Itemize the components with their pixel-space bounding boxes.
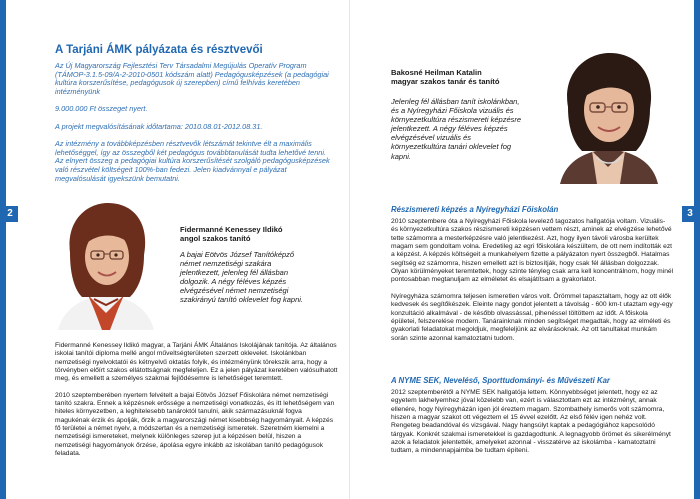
intro-paragraph: 9.000.000 Ft összeget nyert.	[55, 104, 148, 114]
portrait-bakosne	[548, 47, 669, 184]
left-body-text	[55, 342, 338, 466]
page-gutter	[349, 0, 350, 499]
intro-paragraph: Az Új Magyarország Fejlesztési Terv Társadalmi Megújulás Operatív Program (TÁMOP-3.1.5-09/A-2-2010-0501 kódszám alatt) Pedagógusképzések (a pedagógiai kultúra korszerűsítése, pedagógusok új szerepben) című felhívás keretében intézményünk	[55, 61, 329, 97]
left-edge-bar	[0, 0, 6, 499]
bio-name-fidermanne	[180, 225, 340, 243]
bio-name-line: Bakosné Heilman Katalin	[391, 68, 482, 77]
bio-name-bakosne	[391, 68, 541, 86]
body-paragraph: 2010 szeptembere óta a Nyíregyházi Főiskola levelező tagozatos hallgatója voltam. Vizuális- és környezetkultúra szakos részismereti képzésen vettem részt, aminek az elvégzése lehetővé tette számomra a mesterképzésre való jelentkezést. Azt, hogy ilyen távoli városba kerültek magam sem gondoltam volna. Eredetileg az egri főiskolára készültem, de ott nem indították ezt a képzést. A képzés költségeit a munkahelyem fizette a pályázaton nyert összegből. Hatalmas segítség ez számomra, hiszen emellett azt is biztosítják, hogy csak fél állásban dolgozzak. Olyan körülményeket teremtettek, hogy szinte tényleg csak arra kell koncentrálnom, hogy minél pontosabban megtanuljam az elméletet és elsajátítsam a gyakorlatot.	[391, 218, 674, 284]
body-paragraph: Fidermanné Kenessey Ildikó magyar, a Tarjáni ÁMK Általános Iskolájának tanítója. Az általános iskolai tanítói diploma mellé angol műveltségterületen szerzett oklevelet. Iskolánkban nemzetiségi nyelvoktatói és kétnyelvű oktatás folyik, és intézményünk törekszik arra, hogy a törvényben előírt szakos ellátottságnak megfeleljen. Ez a jelen pályázat keretében valósulhatott meg, és emellett a személyes szakmai fejlődésemre is lehetőséget teremtett.	[55, 342, 338, 383]
intro-paragraph: A projekt megvalósításának időtartama: 2010.08.01-2012.08.31.	[55, 121, 263, 131]
section-body-nyiregyhaza	[391, 218, 674, 351]
portrait-fidermanne	[54, 199, 158, 330]
body-paragraph: 2012 szeptemberétől a NYME SEK hallgatója lettem. Könnyebbséget jelentett, hogy ez az egyetem lakhelyemhez jóval közelebb van, ezért is választottam ezt az intézményt, annak ellenére, hogy Nyíregyházán igen jól éreztem magam. Szombathely ismerős volt számomra, hiszen a magyar szakot ott végeztem el 15 évvel ezelőtt. Az első félév igen nehéz volt. Rengeteg beadandóval és vizsgával. Nagy hangsúlyt kaptak a pedagógiához kapcsolódó tárgyak. Konkrét szakmai ismeretekkel is gazdagodtunk. A legnagyobb örömet és sikerélményt azok a feladatok jelentették, amelyeket azonnal - visszatérve az iskolámba - kamatoztatni tudtam, a mindennapjaimba be tudtam építeni.	[391, 389, 671, 455]
page-title: A Tarjáni ÁMK pályázata és résztvevői	[55, 44, 263, 56]
page-number-right: 3	[682, 206, 698, 222]
body-paragraph: Nyíregyháza számomra teljesen ismeretlen város volt. Örömmel tapasztaltam, hogy az ott élők kedvesek és segítőkészek. Eleinte nagy gondot jelentett a távolság - 600 km-t utaztam egy-egy konzultáció alkalmával - de később olvassással, pihenéssel töltöttem az időt. A főiskola épületei, felszerelése modern. Tanárainknak minden segítséget megadtak, hogy az elméleti és gyakorlati feladatokat megoldjuk, megfeleljünk az elvárásoknak. Az ott tanultakat munkám során szinte azonnal kamatoztatni tudom.	[391, 293, 673, 342]
intro-paragraph: Az intézmény a továbbképzésben résztvevők létszámát tekintve élt a maximális lehetőséggel, így az összegből két pedagógus továbbtanulását tudta lehetővé tenni. Az elnyert összeg a pedagógiai kultúra korszerűsítését szolgáló pedagógusképzések való részvétel költségeit 100%-ban fedezi. Jelen kiadvánnyal e pályázat megvalósulását igyekszünk bemutatni.	[55, 139, 330, 183]
body-paragraph: 2010 szeptemberében nyertem felvételt a bajai Eötvös József Főiskolára német nemzetiségi tanító szakra. Ennek a képzésnek erőssége a nemzetiségi vonatkozás, és itt lehetőségem van hiteles környezetben, a leghitelesebb tanároktól tanulni, akik származásuknál fogva magukénak érzik és ápolják, őrzik a magyarországi német kisebbség hagyományait. A képzés fő területei a német nyelv, a módszertan és a nemzetiségi ismeretek. Szeretném kiemelni a nemzetiségi ismereteket, melynek különleges szerep jut a képzésen belül, hiszen a nemzetiségi hagyományok őrzése, ápolása egyre inkább az iskolában tanító pedagógusok feladata.	[55, 391, 335, 457]
bio-quote-fidermanne: A bajai Eötvös József Tanítóképző német nemzetiségi szakára jelentkezett, jelenleg fél állásban dolgozik. A négy féléves képzés elvégzésével német nemzetiségi szakirányú tanító oklevelet fog kapni.	[180, 250, 303, 305]
bio-role-line: angol szakos tanító	[180, 234, 251, 244]
bio-role-line: magyar szakos tanár és tanító	[391, 77, 500, 87]
page-number-left: 2	[2, 206, 18, 222]
intro-block	[55, 62, 335, 192]
bio-name-line: Fidermanné Kenessey Ildikó	[180, 225, 283, 234]
right-edge-bar	[694, 0, 700, 499]
bio-quote-bakosne: Jelenleg fél állásban tanít iskolánkban, és a Nyíregyházi Főiskola vizuális és környezetkultúra részismereti képzésre jelentkezett. A négy féléves képzés elvégzésével vizuális és környezetkultúra tanári oklevelet fog kapni.	[391, 97, 522, 161]
section-body-nyme-sek	[391, 389, 674, 464]
section-heading-nyiregyhaza: Részismereti képzés a Nyíregyházi Főiskolán	[391, 205, 559, 214]
section-heading-nyme-sek: A NYME SEK, Neveléső, Sporttudományi- és Művészeti Kar	[391, 376, 610, 385]
